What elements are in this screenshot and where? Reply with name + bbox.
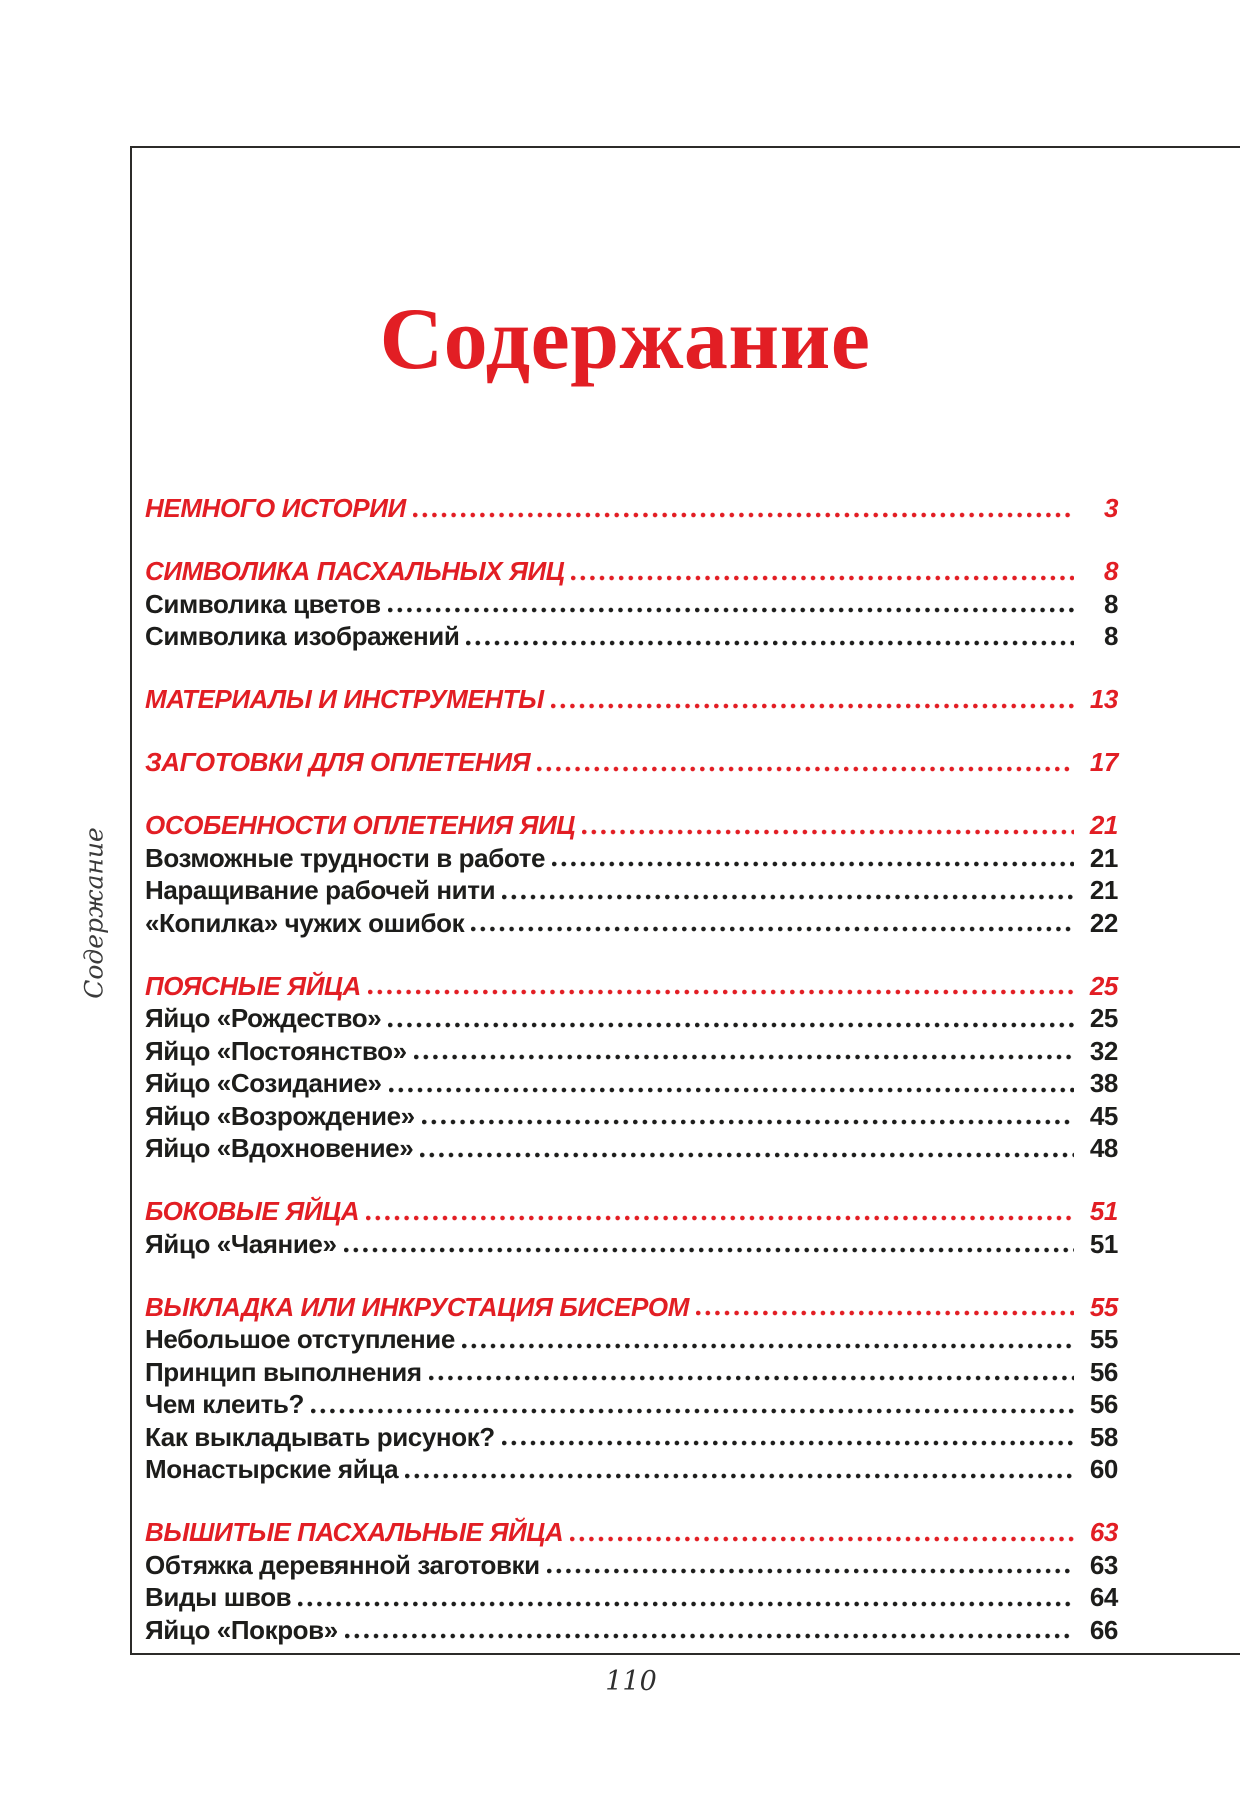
toc-item-row bbox=[145, 620, 1118, 653]
toc-entry-label: Яйцо «Постоянство» bbox=[145, 1035, 407, 1066]
toc-item-row bbox=[145, 842, 1118, 875]
dot-leader bbox=[344, 1245, 1074, 1255]
toc-section-row bbox=[145, 492, 1118, 525]
toc-section-row bbox=[145, 809, 1118, 842]
toc-entry-label: ВЫШИТЫЕ ПАСХАЛЬНЫЕ ЯЙЦА bbox=[145, 1517, 564, 1547]
dot-leader bbox=[471, 924, 1074, 934]
toc-item-row bbox=[145, 1388, 1118, 1421]
dot-leader bbox=[368, 987, 1074, 997]
toc-entry-label: Яйцо «Возрождение» bbox=[145, 1100, 415, 1131]
dot-leader bbox=[502, 1438, 1074, 1448]
toc-entry-page: 17 bbox=[1089, 747, 1118, 777]
dot-leader bbox=[414, 1052, 1074, 1062]
toc-item-row bbox=[145, 1356, 1118, 1389]
toc-entry-label: Символика изображений bbox=[145, 621, 460, 651]
toc-entry-page: 21 bbox=[1089, 842, 1118, 873]
toc-entry-label: Яйцо «Покров» bbox=[145, 1614, 338, 1645]
toc-section-row bbox=[145, 1195, 1118, 1228]
toc-entry-label: ЗАГОТОВКИ ДЛЯ ОПЛЕТЕНИЯ bbox=[145, 747, 531, 777]
toc-item-row bbox=[145, 588, 1118, 621]
dot-leader bbox=[552, 859, 1074, 869]
toc-entry-label: Виды швов bbox=[145, 1582, 292, 1612]
toc-item-row bbox=[145, 1228, 1118, 1261]
dot-leader bbox=[311, 1406, 1074, 1416]
dot-leader bbox=[570, 1534, 1074, 1544]
toc-entry-label: СИМВОЛИКА ПАСХАЛЬНЫХ ЯИЦ bbox=[145, 556, 565, 586]
toc-entry-page: 8 bbox=[1103, 556, 1118, 586]
toc-item-row bbox=[145, 1614, 1118, 1647]
toc-section-row bbox=[145, 1291, 1118, 1324]
toc-entry-label: ПОЯСНЫЕ ЯЙЦА bbox=[145, 970, 361, 1001]
toc-entry-page: 56 bbox=[1089, 1389, 1118, 1419]
toc-entry-page: 38 bbox=[1089, 1068, 1118, 1098]
toc-entry-page: 21 bbox=[1089, 810, 1118, 840]
toc-item-row bbox=[145, 1067, 1118, 1100]
dot-leader bbox=[420, 1150, 1074, 1160]
toc-entry-page: 51 bbox=[1089, 1228, 1118, 1259]
toc-entry-page: 25 bbox=[1089, 1003, 1118, 1033]
toc-entry-label: Яйцо «Чаяние» bbox=[145, 1228, 337, 1259]
dot-leader bbox=[582, 827, 1074, 837]
toc-entry-page: 21 bbox=[1089, 875, 1118, 905]
page-number: 110 bbox=[605, 1666, 657, 1697]
toc-entry-page: 55 bbox=[1089, 1291, 1118, 1322]
page-title: Содержание bbox=[379, 291, 871, 388]
toc-entry-page: 66 bbox=[1089, 1614, 1118, 1645]
toc-entry-page: 64 bbox=[1089, 1582, 1118, 1612]
toc-item-row bbox=[145, 1132, 1118, 1165]
toc-item-row bbox=[145, 1581, 1118, 1614]
toc-entry-label: ОСОБЕННОСТИ ОПЛЕТЕНИЯ ЯИЦ bbox=[145, 810, 575, 840]
toc-entry-page: 22 bbox=[1089, 907, 1118, 938]
table-of-contents bbox=[145, 492, 1118, 1646]
toc-item-row bbox=[145, 1453, 1118, 1486]
toc-item-row bbox=[145, 1002, 1118, 1035]
toc-item-row bbox=[145, 1323, 1118, 1356]
dot-leader bbox=[413, 510, 1074, 520]
dot-leader bbox=[366, 1213, 1074, 1223]
toc-item-row bbox=[145, 1035, 1118, 1068]
toc-entry-label: БОКОВЫЕ ЯЙЦА bbox=[145, 1196, 360, 1226]
toc-entry-label: Монастырские яйца bbox=[145, 1454, 399, 1484]
toc-section-row bbox=[145, 683, 1118, 716]
dot-leader bbox=[298, 1599, 1074, 1609]
toc-entry-page: 48 bbox=[1089, 1133, 1118, 1163]
toc-section-row bbox=[145, 555, 1118, 588]
toc-section-row bbox=[145, 746, 1118, 779]
dot-leader bbox=[571, 573, 1074, 583]
toc-entry-label: Возможные трудности в работе bbox=[145, 842, 546, 873]
toc-entry-label: Как выкладывать рисунок? bbox=[145, 1421, 495, 1452]
dot-leader bbox=[551, 701, 1074, 711]
toc-entry-page: 8 bbox=[1103, 588, 1118, 619]
dot-leader bbox=[388, 1020, 1074, 1030]
toc-entry-page: 51 bbox=[1089, 1196, 1118, 1226]
toc-entry-label: ВЫКЛАДКА ИЛИ ИНКРУСТАЦИЯ БИСЕРОМ bbox=[145, 1291, 689, 1322]
dot-leader bbox=[537, 764, 1074, 774]
toc-entry-page: 55 bbox=[1089, 1324, 1118, 1354]
dot-leader bbox=[422, 1117, 1074, 1127]
toc-item-row bbox=[145, 874, 1118, 907]
toc-entry-label: Яйцо «Рождество» bbox=[145, 1003, 382, 1033]
toc-section-row bbox=[145, 1516, 1118, 1549]
toc-entry-page: 60 bbox=[1089, 1454, 1118, 1484]
dot-leader bbox=[429, 1373, 1074, 1383]
dot-leader bbox=[502, 892, 1074, 902]
dot-leader bbox=[389, 1085, 1074, 1095]
toc-entry-label: Наращивание рабочей нити bbox=[145, 875, 496, 905]
dot-leader bbox=[345, 1631, 1074, 1641]
toc-entry-page: 13 bbox=[1089, 684, 1118, 714]
toc-entry-label: Яйцо «Вдохновение» bbox=[145, 1133, 414, 1163]
toc-entry-page: 45 bbox=[1089, 1100, 1118, 1131]
dot-leader bbox=[696, 1308, 1074, 1318]
toc-item-row bbox=[145, 907, 1118, 940]
toc-entry-page: 58 bbox=[1089, 1421, 1118, 1452]
toc-entry-label: Принцип выполнения bbox=[145, 1356, 422, 1387]
sidebar-vertical-label: Содержание bbox=[79, 827, 109, 999]
dot-leader bbox=[466, 638, 1074, 648]
toc-entry-page: 25 bbox=[1089, 970, 1118, 1001]
toc-item-row bbox=[145, 1421, 1118, 1454]
toc-entry-page: 56 bbox=[1089, 1356, 1118, 1387]
toc-entry-page: 8 bbox=[1103, 621, 1118, 651]
toc-entry-label: НЕМНОГО ИСТОРИИ bbox=[145, 493, 406, 523]
toc-entry-label: Символика цветов bbox=[145, 588, 381, 619]
dot-leader bbox=[388, 605, 1074, 615]
toc-entry-page: 3 bbox=[1103, 493, 1118, 523]
toc-entry-label: Обтяжка деревянной заготовки bbox=[145, 1549, 540, 1580]
toc-entry-page: 32 bbox=[1089, 1035, 1118, 1066]
toc-entry-label: МАТЕРИАЛЫ И ИНСТРУМЕНТЫ bbox=[145, 684, 544, 714]
toc-entry-page: 63 bbox=[1089, 1549, 1118, 1580]
toc-entry-label: «Копилка» чужих ошибок bbox=[145, 907, 465, 938]
toc-entry-label: Небольшое отступление bbox=[145, 1324, 455, 1354]
toc-item-row bbox=[145, 1100, 1118, 1133]
toc-entry-page: 63 bbox=[1089, 1517, 1118, 1547]
dot-leader bbox=[462, 1341, 1074, 1351]
toc-item-row bbox=[145, 1549, 1118, 1582]
toc-section-row bbox=[145, 970, 1118, 1003]
dot-leader bbox=[405, 1471, 1074, 1481]
toc-entry-label: Чем клеить? bbox=[145, 1389, 304, 1419]
dot-leader bbox=[547, 1566, 1074, 1576]
toc-entry-label: Яйцо «Созидание» bbox=[145, 1068, 382, 1098]
